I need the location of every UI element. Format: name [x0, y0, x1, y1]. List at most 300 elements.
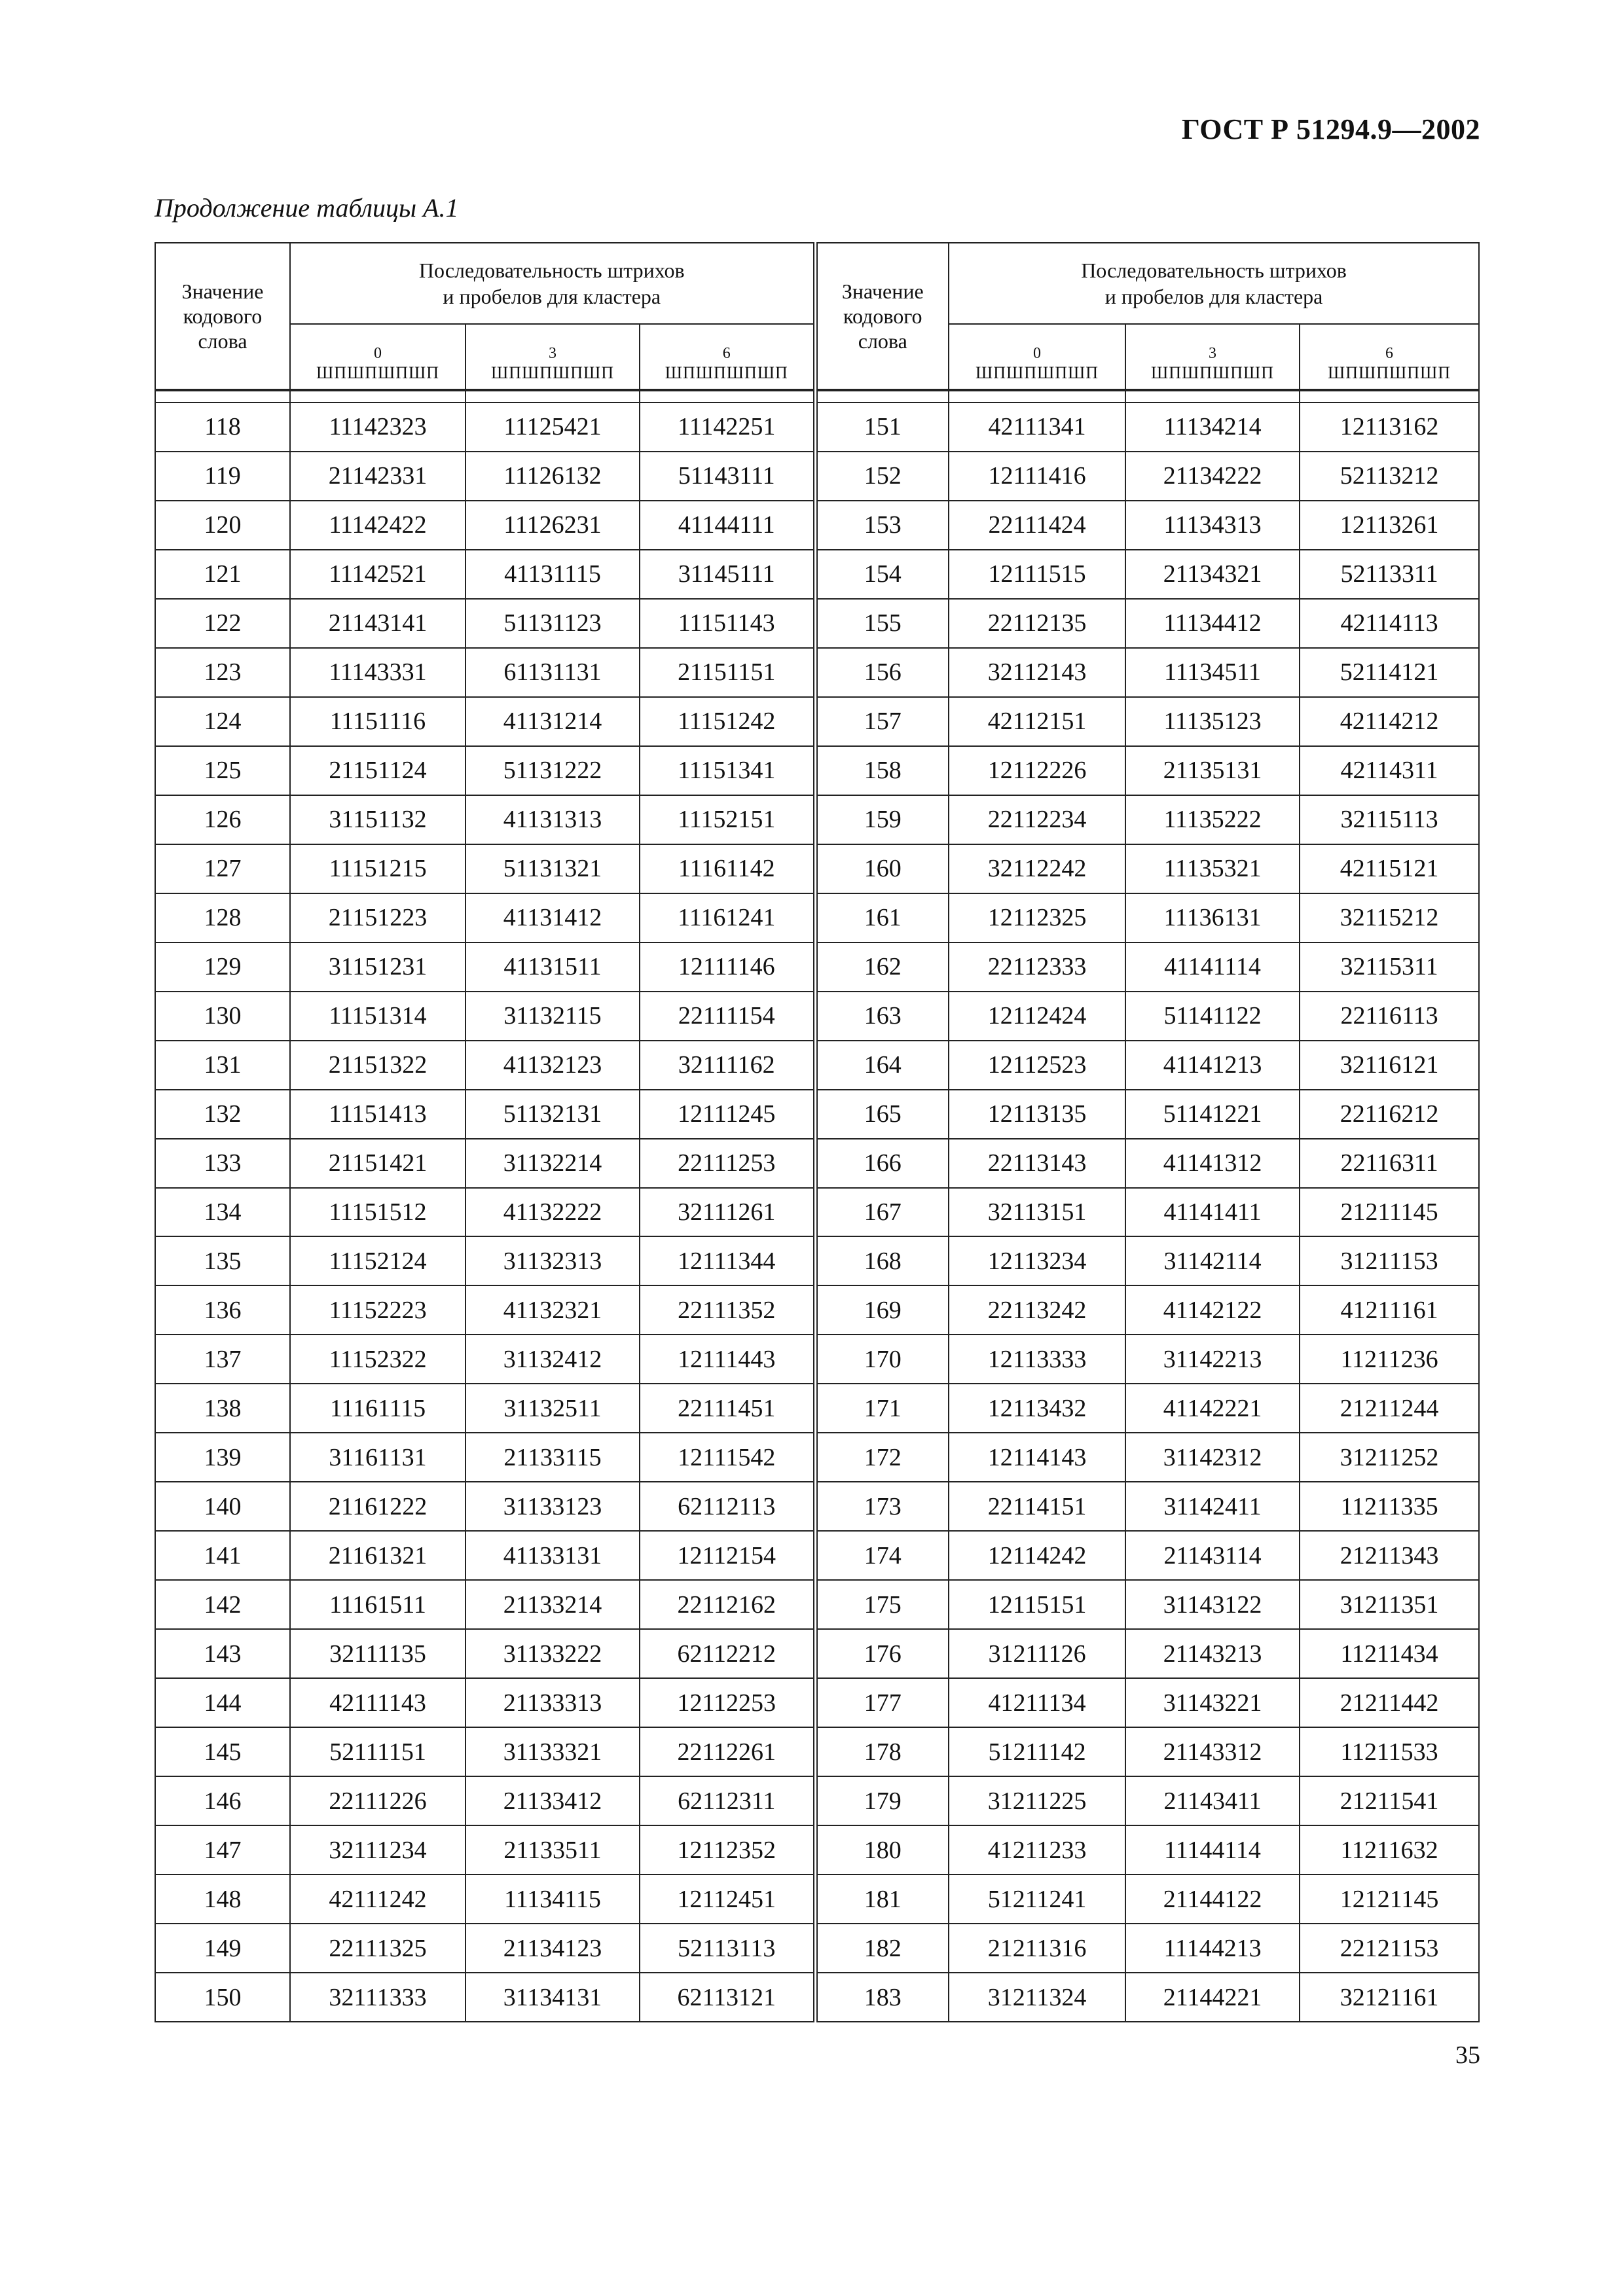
sequence-cell: 52114121	[1300, 648, 1479, 697]
sequence-cell: 31161131	[290, 1433, 465, 1482]
sequence-cell: 11152223	[290, 1285, 465, 1335]
sequence-cell: 22112162	[640, 1580, 815, 1629]
sequence-cell: 21143411	[1125, 1776, 1300, 1825]
sequence-cell: 22112234	[949, 795, 1125, 844]
sequence-cell: 31132412	[465, 1335, 640, 1384]
codeword-value-cell: 155	[815, 599, 949, 648]
sequence-cell: 12112253	[640, 1678, 815, 1727]
sequence-cell: 31211324	[949, 1973, 1125, 2022]
sequence-cell: 12111146	[640, 942, 815, 992]
sequence-cell: 11152151	[640, 795, 815, 844]
codeword-value-cell: 150	[155, 1973, 290, 2022]
sequence-cell: 51141221	[1125, 1090, 1300, 1139]
table-row	[155, 1874, 1479, 1924]
table-row	[155, 403, 1479, 452]
sequence-cell: 21143114	[1125, 1531, 1300, 1580]
sequence-cell: 32115311	[1300, 942, 1479, 992]
sequence-cell: 12114143	[949, 1433, 1125, 1482]
sequence-cell: 12111245	[640, 1090, 815, 1139]
sequence-cell: 11135222	[1125, 795, 1300, 844]
sequence-cell: 12113261	[1300, 501, 1479, 550]
sequence-cell: 12111443	[640, 1335, 815, 1384]
codeword-value-cell: 143	[155, 1629, 290, 1678]
sequence-cell: 32112242	[949, 844, 1125, 893]
sequence-cell: 22116212	[1300, 1090, 1479, 1139]
sequence-cell: 62113121	[640, 1973, 815, 2022]
table-row	[155, 992, 1479, 1041]
page-number: 35	[1455, 2041, 1480, 2069]
codeword-value-cell: 154	[815, 550, 949, 599]
codeword-value-cell: 158	[815, 746, 949, 795]
sequence-cell: 51132131	[465, 1090, 640, 1139]
sequence-cell: 21161222	[290, 1482, 465, 1531]
table-row	[155, 1236, 1479, 1285]
cluster-header-3: 3 ШПШПШПШП	[465, 324, 640, 390]
codeword-value-cell: 169	[815, 1285, 949, 1335]
sequence-cell: 41131511	[465, 942, 640, 992]
codeword-value-cell: 138	[155, 1384, 290, 1433]
sequence-cell: 11126132	[465, 452, 640, 501]
sequence-cell: 21134321	[1125, 550, 1300, 599]
table-row	[155, 746, 1479, 795]
sequence-cell: 32111162	[640, 1041, 815, 1090]
sequence-cell: 21143141	[290, 599, 465, 648]
sequence-cell: 11135123	[1125, 697, 1300, 746]
sequence-cell: 42114212	[1300, 697, 1479, 746]
sequence-cell: 11161511	[290, 1580, 465, 1629]
table-row	[155, 1384, 1479, 1433]
sequence-cell: 41132321	[465, 1285, 640, 1335]
codeword-value-cell: 130	[155, 992, 290, 1041]
table-row	[155, 1776, 1479, 1825]
sequence-cell: 31151231	[290, 942, 465, 992]
codeword-value-cell: 168	[815, 1236, 949, 1285]
header-sequence: Последовательность штрихов и пробелов для кластера	[949, 243, 1479, 324]
codeword-value-cell: 156	[815, 648, 949, 697]
cluster-header-0: 0 ШПШПШПШП	[290, 324, 465, 390]
sequence-cell: 12114242	[949, 1531, 1125, 1580]
sequence-cell: 11134115	[465, 1874, 640, 1924]
sequence-cell: 22113143	[949, 1139, 1125, 1188]
sequence-cell: 11135321	[1125, 844, 1300, 893]
table-row	[155, 1285, 1479, 1335]
sequence-cell: 12113432	[949, 1384, 1125, 1433]
cluster-header-6: 6 ШПШПШПШП	[1300, 324, 1479, 390]
sequence-cell: 31151132	[290, 795, 465, 844]
codeword-value-cell: 153	[815, 501, 949, 550]
sequence-cell: 22112333	[949, 942, 1125, 992]
sequence-cell: 52111151	[290, 1727, 465, 1776]
sequence-cell: 22111325	[290, 1924, 465, 1973]
codeword-value-cell: 147	[155, 1825, 290, 1874]
codeword-value-cell: 159	[815, 795, 949, 844]
codeword-value-cell: 135	[155, 1236, 290, 1285]
sequence-cell: 61131131	[465, 648, 640, 697]
sequence-cell: 21144221	[1125, 1973, 1300, 2022]
sequence-cell: 11151116	[290, 697, 465, 746]
codeword-value-cell: 175	[815, 1580, 949, 1629]
sequence-cell: 31143122	[1125, 1580, 1300, 1629]
sequence-cell: 51131321	[465, 844, 640, 893]
sequence-cell: 11134511	[1125, 648, 1300, 697]
codeword-value-cell: 144	[155, 1678, 290, 1727]
codeword-value-cell: 157	[815, 697, 949, 746]
codeword-value-cell: 165	[815, 1090, 949, 1139]
sequence-cell: 22111253	[640, 1139, 815, 1188]
table-row	[155, 599, 1479, 648]
sequence-cell: 12111416	[949, 452, 1125, 501]
codeword-value-cell: 120	[155, 501, 290, 550]
sequence-cell: 21151322	[290, 1041, 465, 1090]
sequence-cell: 21133214	[465, 1580, 640, 1629]
sequence-cell: 12112352	[640, 1825, 815, 1874]
sequence-cell: 62112311	[640, 1776, 815, 1825]
sequence-cell: 21135131	[1125, 746, 1300, 795]
sequence-cell: 11142521	[290, 550, 465, 599]
sequence-cell: 41211134	[949, 1678, 1125, 1727]
table-row	[155, 1433, 1479, 1482]
document-code: ГОСТ Р 51294.9—2002	[1181, 113, 1480, 145]
sequence-cell: 11136131	[1125, 893, 1300, 942]
sequence-cell: 21151124	[290, 746, 465, 795]
sequence-cell: 21211343	[1300, 1531, 1479, 1580]
sequence-cell: 41142221	[1125, 1384, 1300, 1433]
sequence-cell: 12112451	[640, 1874, 815, 1924]
sequence-cell: 11151314	[290, 992, 465, 1041]
sequence-cell: 22112135	[949, 599, 1125, 648]
sequence-cell: 32111333	[290, 1973, 465, 2022]
table-row	[155, 1531, 1479, 1580]
sequence-cell: 42114311	[1300, 746, 1479, 795]
sequence-cell: 11142323	[290, 403, 465, 452]
table-row	[155, 1924, 1479, 1973]
sequence-cell: 31132511	[465, 1384, 640, 1433]
sequence-cell: 22111352	[640, 1285, 815, 1335]
header-sequence: Последовательность штрихов и пробелов для кластера	[290, 243, 815, 324]
sequence-cell: 11125421	[465, 403, 640, 452]
sequence-cell: 31145111	[640, 550, 815, 599]
sequence-cell: 32111135	[290, 1629, 465, 1678]
sequence-cell: 11142422	[290, 501, 465, 550]
table-row	[155, 697, 1479, 746]
sequence-cell: 42115121	[1300, 844, 1479, 893]
codeword-value-cell: 174	[815, 1531, 949, 1580]
sequence-cell: 11161142	[640, 844, 815, 893]
sequence-cell: 31211225	[949, 1776, 1125, 1825]
sequence-cell: 12112523	[949, 1041, 1125, 1090]
sequence-cell: 11152124	[290, 1236, 465, 1285]
table-row	[155, 550, 1479, 599]
codeword-value-cell: 162	[815, 942, 949, 992]
sequence-cell: 42111341	[949, 403, 1125, 452]
table-row	[155, 1188, 1479, 1237]
codeword-value-cell: 127	[155, 844, 290, 893]
sequence-cell: 41131412	[465, 893, 640, 942]
codeword-value-cell: 128	[155, 893, 290, 942]
sequence-cell: 11161241	[640, 893, 815, 942]
sequence-cell: 12121145	[1300, 1874, 1479, 1924]
sequence-cell: 12113162	[1300, 403, 1479, 452]
sequence-cell: 11151512	[290, 1188, 465, 1237]
sequence-cell: 52113113	[640, 1924, 815, 1973]
sequence-cell: 11126231	[465, 501, 640, 550]
sequence-cell: 11152322	[290, 1335, 465, 1384]
codeword-value-cell: 180	[815, 1825, 949, 1874]
codeword-value-cell: 132	[155, 1090, 290, 1139]
sequence-cell: 31132313	[465, 1236, 640, 1285]
sequence-cell: 62112212	[640, 1629, 815, 1678]
sequence-cell: 11211533	[1300, 1727, 1479, 1776]
sequence-cell: 21161321	[290, 1531, 465, 1580]
sequence-cell: 51131222	[465, 746, 640, 795]
sequence-cell: 41141312	[1125, 1139, 1300, 1188]
sequence-cell: 31142312	[1125, 1433, 1300, 1482]
sequence-cell: 21134123	[465, 1924, 640, 1973]
sequence-cell: 12112154	[640, 1531, 815, 1580]
sequence-cell: 21133115	[465, 1433, 640, 1482]
sequence-cell: 41132222	[465, 1188, 640, 1237]
sequence-cell: 11161115	[290, 1384, 465, 1433]
sequence-cell: 21133313	[465, 1678, 640, 1727]
sequence-cell: 11211236	[1300, 1335, 1479, 1384]
sequence-cell: 32113151	[949, 1188, 1125, 1237]
codeword-table	[155, 242, 1480, 2022]
codeword-value-cell: 183	[815, 1973, 949, 2022]
codeword-value-cell: 173	[815, 1482, 949, 1531]
sequence-cell: 11134214	[1125, 403, 1300, 452]
sequence-cell: 31142411	[1125, 1482, 1300, 1531]
sequence-cell: 12113234	[949, 1236, 1125, 1285]
sequence-cell: 21211541	[1300, 1776, 1479, 1825]
sequence-cell: 21143213	[1125, 1629, 1300, 1678]
table-row	[155, 1090, 1479, 1139]
codeword-value-cell: 166	[815, 1139, 949, 1188]
sequence-cell: 41141411	[1125, 1188, 1300, 1237]
sequence-cell: 31142114	[1125, 1236, 1300, 1285]
sequence-cell: 22121153	[1300, 1924, 1479, 1973]
table-row	[155, 1335, 1479, 1384]
sequence-cell: 12113333	[949, 1335, 1125, 1384]
sequence-cell: 12111542	[640, 1433, 815, 1482]
sequence-cell: 11151215	[290, 844, 465, 893]
table-row	[155, 795, 1479, 844]
sequence-cell: 21143312	[1125, 1727, 1300, 1776]
codeword-value-cell: 129	[155, 942, 290, 992]
sequence-cell: 21134222	[1125, 452, 1300, 501]
codeword-value-cell: 172	[815, 1433, 949, 1482]
sequence-cell: 31211351	[1300, 1580, 1479, 1629]
sequence-cell: 21211442	[1300, 1678, 1479, 1727]
codeword-value-cell: 134	[155, 1188, 290, 1237]
sequence-cell: 31133123	[465, 1482, 640, 1531]
sequence-cell: 41144111	[640, 501, 815, 550]
sequence-cell: 22113242	[949, 1285, 1125, 1335]
table-row	[155, 942, 1479, 992]
sequence-cell: 41211161	[1300, 1285, 1479, 1335]
sequence-cell: 51211241	[949, 1874, 1125, 1924]
codeword-value-cell: 171	[815, 1384, 949, 1433]
sequence-cell: 42114113	[1300, 599, 1479, 648]
table-row	[155, 1139, 1479, 1188]
sequence-cell: 42112151	[949, 697, 1125, 746]
sequence-cell: 41211233	[949, 1825, 1125, 1874]
codeword-value-cell: 151	[815, 403, 949, 452]
sequence-cell: 12113135	[949, 1090, 1125, 1139]
codeword-value-cell: 146	[155, 1776, 290, 1825]
codeword-value-cell: 139	[155, 1433, 290, 1482]
codeword-value-cell: 178	[815, 1727, 949, 1776]
codeword-value-cell: 152	[815, 452, 949, 501]
sequence-cell: 62112113	[640, 1482, 815, 1531]
sequence-cell: 41132123	[465, 1041, 640, 1090]
sequence-cell: 52113311	[1300, 550, 1479, 599]
sequence-cell: 31133321	[465, 1727, 640, 1776]
sequence-cell: 31211153	[1300, 1236, 1479, 1285]
sequence-cell: 31132214	[465, 1139, 640, 1188]
sequence-cell: 22111154	[640, 992, 815, 1041]
sequence-cell: 31143221	[1125, 1678, 1300, 1727]
codeword-value-cell: 133	[155, 1139, 290, 1188]
sequence-cell: 22112261	[640, 1727, 815, 1776]
sequence-cell: 11143331	[290, 648, 465, 697]
sequence-cell: 31211252	[1300, 1433, 1479, 1482]
sequence-cell: 22116113	[1300, 992, 1479, 1041]
sequence-cell: 32111261	[640, 1188, 815, 1237]
codeword-value-cell: 181	[815, 1874, 949, 1924]
codeword-value-cell: 136	[155, 1285, 290, 1335]
sequence-cell: 21142331	[290, 452, 465, 501]
table-row	[155, 452, 1479, 501]
sequence-cell: 12112325	[949, 893, 1125, 942]
table-row	[155, 1041, 1479, 1090]
sequence-cell: 21144122	[1125, 1874, 1300, 1924]
cluster-header-3: 3 ШПШПШПШП	[1125, 324, 1300, 390]
codeword-value-cell: 149	[155, 1924, 290, 1973]
sequence-cell: 21211145	[1300, 1188, 1479, 1237]
codeword-value-cell: 125	[155, 746, 290, 795]
sequence-cell: 12111515	[949, 550, 1125, 599]
table-row	[155, 1973, 1479, 2022]
sequence-cell: 21133412	[465, 1776, 640, 1825]
sequence-cell: 32121161	[1300, 1973, 1479, 2022]
sequence-cell: 31134131	[465, 1973, 640, 2022]
sequence-cell: 11142251	[640, 403, 815, 452]
sequence-cell: 21151223	[290, 893, 465, 942]
table-row	[155, 1482, 1479, 1531]
codeword-value-cell: 131	[155, 1041, 290, 1090]
codeword-value-cell: 160	[815, 844, 949, 893]
sequence-cell: 32115113	[1300, 795, 1479, 844]
sequence-cell: 31132115	[465, 992, 640, 1041]
codeword-value-cell: 123	[155, 648, 290, 697]
table-continuation-title: Продолжение таблицы А.1	[155, 193, 459, 223]
sequence-cell: 22111451	[640, 1384, 815, 1433]
sequence-cell: 51141122	[1125, 992, 1300, 1041]
sequence-cell: 41141114	[1125, 942, 1300, 992]
table-row	[155, 501, 1479, 550]
sequence-cell: 21151151	[640, 648, 815, 697]
codeword-value-cell: 176	[815, 1629, 949, 1678]
sequence-cell: 32112143	[949, 648, 1125, 697]
sequence-cell: 51143111	[640, 452, 815, 501]
sequence-cell: 11151242	[640, 697, 815, 746]
sequence-cell: 42111143	[290, 1678, 465, 1727]
cluster-header-6: 6 ШПШПШПШП	[640, 324, 815, 390]
sequence-cell: 11211434	[1300, 1629, 1479, 1678]
table-row	[155, 1727, 1479, 1776]
sequence-cell: 32111234	[290, 1825, 465, 1874]
codeword-value-cell: 140	[155, 1482, 290, 1531]
codeword-value-cell: 167	[815, 1188, 949, 1237]
sequence-cell: 41141213	[1125, 1041, 1300, 1090]
sequence-cell: 32115212	[1300, 893, 1479, 942]
sequence-cell: 11151341	[640, 746, 815, 795]
codeword-value-cell: 126	[155, 795, 290, 844]
sequence-cell: 11134412	[1125, 599, 1300, 648]
sequence-cell: 22111424	[949, 501, 1125, 550]
sequence-cell: 41131313	[465, 795, 640, 844]
sequence-cell: 12115151	[949, 1580, 1125, 1629]
sequence-cell: 41131115	[465, 550, 640, 599]
sequence-cell: 11151413	[290, 1090, 465, 1139]
cluster-header-0: 0 ШПШПШПШП	[949, 324, 1125, 390]
codeword-value-cell: 163	[815, 992, 949, 1041]
sequence-cell: 52113212	[1300, 452, 1479, 501]
sequence-cell: 11211335	[1300, 1482, 1479, 1531]
table-row	[155, 1629, 1479, 1678]
sequence-cell: 31211126	[949, 1629, 1125, 1678]
sequence-cell: 22116311	[1300, 1139, 1479, 1188]
sequence-cell: 21151421	[290, 1139, 465, 1188]
codeword-value-cell: 161	[815, 893, 949, 942]
table-row	[155, 1580, 1479, 1629]
codeword-value-cell: 137	[155, 1335, 290, 1384]
table-row	[155, 893, 1479, 942]
codeword-value-cell: 141	[155, 1531, 290, 1580]
sequence-cell: 42111242	[290, 1874, 465, 1924]
sequence-cell: 11144114	[1125, 1825, 1300, 1874]
sequence-cell: 41142122	[1125, 1285, 1300, 1335]
sequence-cell: 51131123	[465, 599, 640, 648]
sequence-cell: 21211316	[949, 1924, 1125, 1973]
sequence-cell: 22111226	[290, 1776, 465, 1825]
sequence-cell: 11211632	[1300, 1825, 1479, 1874]
table-row	[155, 1825, 1479, 1874]
codeword-value-cell: 119	[155, 452, 290, 501]
sequence-cell: 31142213	[1125, 1335, 1300, 1384]
codeword-value-cell: 121	[155, 550, 290, 599]
codeword-value-cell: 170	[815, 1335, 949, 1384]
codeword-value-cell: 164	[815, 1041, 949, 1090]
codeword-value-cell: 182	[815, 1924, 949, 1973]
sequence-cell: 11151143	[640, 599, 815, 648]
sequence-cell: 32116121	[1300, 1041, 1479, 1090]
sequence-cell: 41131214	[465, 697, 640, 746]
codeword-value-cell: 124	[155, 697, 290, 746]
sequence-cell: 11134313	[1125, 501, 1300, 550]
table-row	[155, 1678, 1479, 1727]
table-row	[155, 844, 1479, 893]
codeword-value-cell: 177	[815, 1678, 949, 1727]
sequence-cell: 11144213	[1125, 1924, 1300, 1973]
header-codeword-value: Значение кодового слова	[155, 243, 290, 390]
sequence-cell: 12112424	[949, 992, 1125, 1041]
codeword-value-cell: 142	[155, 1580, 290, 1629]
table-row	[155, 648, 1479, 697]
sequence-cell: 12112226	[949, 746, 1125, 795]
sequence-cell: 31133222	[465, 1629, 640, 1678]
sequence-cell: 22114151	[949, 1482, 1125, 1531]
